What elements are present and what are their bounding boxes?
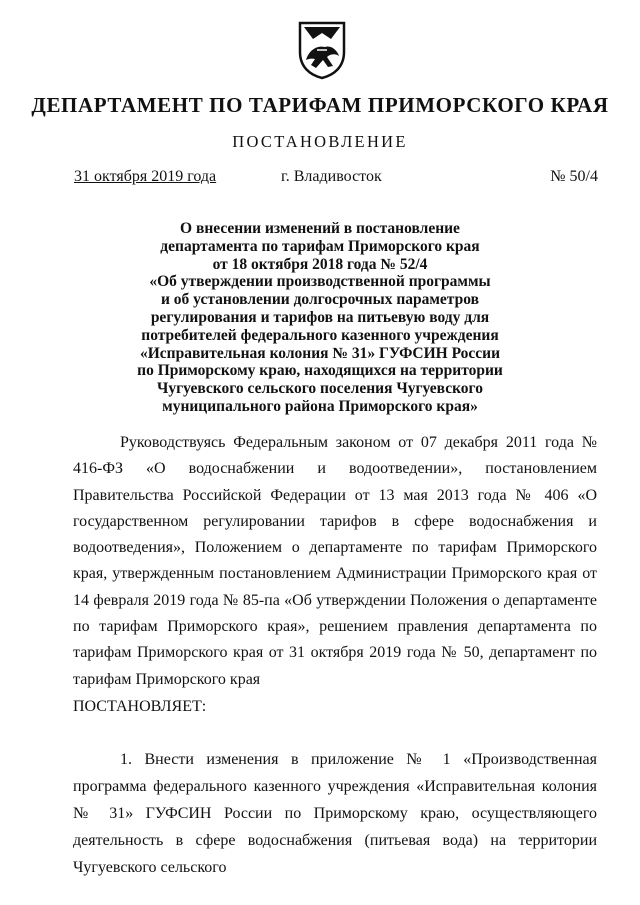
preamble-section xyxy=(73,430,597,693)
item-1-paragraph: 1. Внести изменения в приложение № 1 «Производственная программа федерального казенного учреждения «Исправительная колония № 31» ГУФСИН России по Приморскому краю, осуществляющего деятельность в сфере водоснабжения (питьевая вода) на территории Чугуевского сельского xyxy=(73,751,597,876)
title-line: регулирования и тарифов на питьевую воду для xyxy=(150,308,490,326)
document-type: ПОСТАНОВЛЕНИЕ xyxy=(232,132,408,151)
decree-heading: ПОСТАНОВЛЯЕТ: xyxy=(73,698,207,715)
title-line: Чугуевского сельского поселения Чугуевского xyxy=(157,380,483,398)
department-name: ДЕПАРТАМЕНТ ПО ТАРИФАМ ПРИМОРСКОГО КРАЯ xyxy=(31,93,609,117)
document-date: 31 октября 2019 года xyxy=(74,168,217,185)
title-line: и об установлении долгосрочных параметров xyxy=(161,291,479,309)
title-line: департамента по тарифам Приморского края xyxy=(160,237,480,255)
item-section xyxy=(73,746,597,881)
title-line: от 18 октября 2018 года № 52/4 xyxy=(212,255,428,273)
title-line: потребителей федерального казенного учреждения xyxy=(141,326,499,344)
coat-of-arms-icon xyxy=(297,20,347,80)
document-city: г. Владивосток xyxy=(281,168,382,185)
title-line: «Об утверждении производственной программы xyxy=(149,273,491,291)
document-number: № 50/4 xyxy=(550,168,598,185)
document-title xyxy=(100,220,540,416)
title-line: по Приморскому краю, находящихся на территории xyxy=(137,362,503,380)
title-line: «Исправительная колония № 31» ГУФСИН России xyxy=(139,344,501,362)
title-line: муниципального района Приморского края» xyxy=(162,397,478,415)
title-line: О внесении изменений в постановление xyxy=(180,220,460,237)
preamble-paragraph: Руководствуясь Федеральным законом от 07 декабря 2011 года № 416-ФЗ «О водоснабжении и водоотведении», постановлением Правительства Российской Федерации от 13 мая 2013 года № 406 «О государственном регулировании тарифов в сфере водоснабжения и водоотведения», Положением о департаменте по тарифам Приморского края, утвержденным постановлением Администрации Приморского края от 14 февраля 2019 года № 85-па «Об утверждении Положения о департаменте по тарифам Приморского края», решением правления департамента по тарифам Приморского края от 31 октября 2019 года № 50, департамент по тарифам Приморского края xyxy=(73,434,597,688)
